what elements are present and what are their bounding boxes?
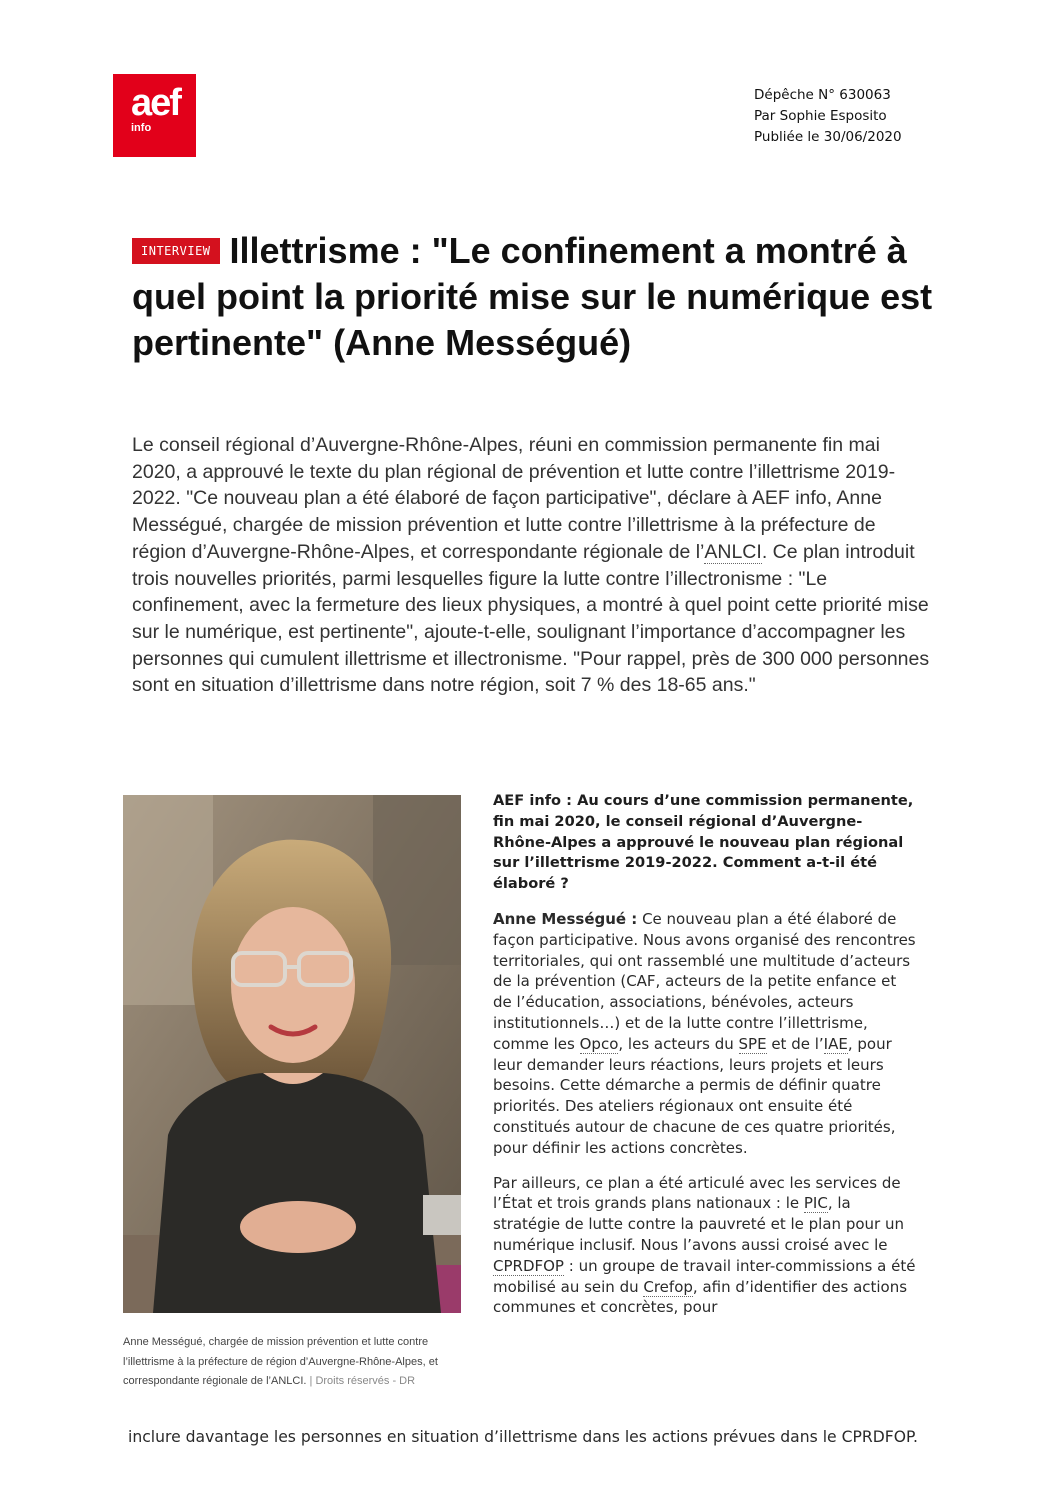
logo-text: aef: [131, 82, 180, 124]
interview-question: AEF info : Au cours d’une commission permanente, fin mai 2020, le conseil régional d’Auvergne-Rhône-Alpes a approuvé le nouveau plan régional sur l’illettrisme 2019-2022. Comment a-t-il été élaboré ?: [493, 792, 914, 893]
lead-text-2: . Ce plan introduit trois nouvelles priorités, parmi lesquelles figure la lutte contre l’illectronisme : "Le confinement, avec la fermeture des lieux physiques, a montré à quel point cette priorité mise sur le numérique, est pertinente", ajoute-t-elle, soulignant l’importance d’accompagner les personnes qui cumulent illettrisme et illectronisme. "Pour rappel, près de 300 000 personnes sont en situation d’illettrisme dans notre région, soit 7 % des 18-65 ans.": [132, 540, 930, 697]
answer-text: Par ailleurs, ce plan a été articulé avec les services de l’État et trois grands plans nationaux : le: [493, 1173, 901, 1213]
abbr-opco[interactable]: Opco: [579, 1034, 619, 1053]
interview-tag: INTERVIEW: [132, 238, 220, 264]
answer-speaker: Anne Mességué :: [493, 909, 638, 928]
answer-paragraph-1: [493, 909, 918, 1159]
portrait-illustration: [123, 795, 461, 1313]
abbr-pic[interactable]: PIC: [803, 1194, 828, 1213]
answer-continuation: inclure davantage les personnes en situation d’illettrisme dans les actions prévues dans le CPRDFOP.: [128, 1428, 918, 1446]
answer-text: et de l’: [766, 1034, 824, 1053]
abbr-spe[interactable]: SPE: [738, 1034, 767, 1053]
caption-text: Anne Mességué, chargée de mission prévention et lutte contre l’illettrisme à la préfecture de région d’Auvergne-Rhône-Alpes, et correspondante régionale de l’ANLCI.: [123, 1336, 438, 1387]
article-headline: [132, 228, 942, 366]
lead-text-1: Le conseil régional d’Auvergne-Rhône-Alpes, réuni en commission permanente fin mai 2020, a approuvé le texte du plan régional de prévention et lutte contre l’illettrisme 2019-2022. "Ce nouveau plan a été élaboré de façon participative", déclare à AEF info, Anne Mességué, chargée de mission prévention et lutte contre l’illettrisme à la préfecture de région d’Auvergne-Rhône-Alpes, et correspondante régionale de l’: [132, 434, 896, 563]
answer-text: , pour leur demander leurs réactions, leurs projets et leurs besoins. Cette démarche a permis de définir quatre priorités. Des ateliers régionaux ont ensuite été constitués autour de chacune de ces quatre priorités, pour définir les actions concrètes.: [493, 1034, 896, 1157]
portrait-photo: [123, 795, 461, 1313]
interview-column: [493, 791, 918, 1332]
dispatch-meta: [754, 85, 902, 148]
dispatch-number: Dépêche N° 630063: [754, 87, 891, 103]
dispatch-date: Publiée le 30/06/2020: [754, 129, 902, 145]
answer-text: , les acteurs du: [618, 1034, 739, 1053]
answer-text: Ce nouveau plan a été élaboré de façon participative. Nous avons organisé des rencontres territoriales, qui ont rassemblé une multitude d’acteurs de la prévention (CAF, acteurs de la petite enfance et de l’éducation, associations, bénévoles, acteurs institutionnels…) et de la lutte contre l’illettrisme, comme les: [493, 909, 916, 1053]
abbr-iae[interactable]: IAE: [823, 1034, 848, 1053]
abbr-crefop[interactable]: Crefop: [643, 1277, 693, 1296]
logo-subtext: info: [131, 122, 152, 134]
photo-caption: [123, 1333, 463, 1392]
article-lead: [132, 432, 932, 699]
caption-separator: |: [309, 1375, 313, 1387]
headline-title: Illettrisme : "Le confinement a montré à quel point la priorité mise sur le numérique est pertinente" (Anne Mességué): [132, 230, 933, 363]
answer-text: : un groupe de travail inter-commissions a été mobilisé au sein du: [493, 1256, 916, 1296]
answer-text: , afin d’identifier des actions communes et concrètes, pour: [493, 1277, 908, 1317]
abbr-cprdfop[interactable]: CPRDFOP: [493, 1256, 564, 1275]
photo-credit: Droits réservés - DR: [315, 1375, 416, 1387]
aef-info-logo[interactable]: [113, 74, 196, 157]
answer-text: , la stratégie de lutte contre la pauvreté et le plan pour un numérique inclusif. Nous l’avons aussi croisé avec le: [493, 1194, 904, 1254]
answer-paragraph-2: [493, 1173, 918, 1319]
dispatch-author: Par Sophie Esposito: [754, 108, 887, 124]
abbr-anlci[interactable]: ANLCI: [704, 540, 762, 563]
